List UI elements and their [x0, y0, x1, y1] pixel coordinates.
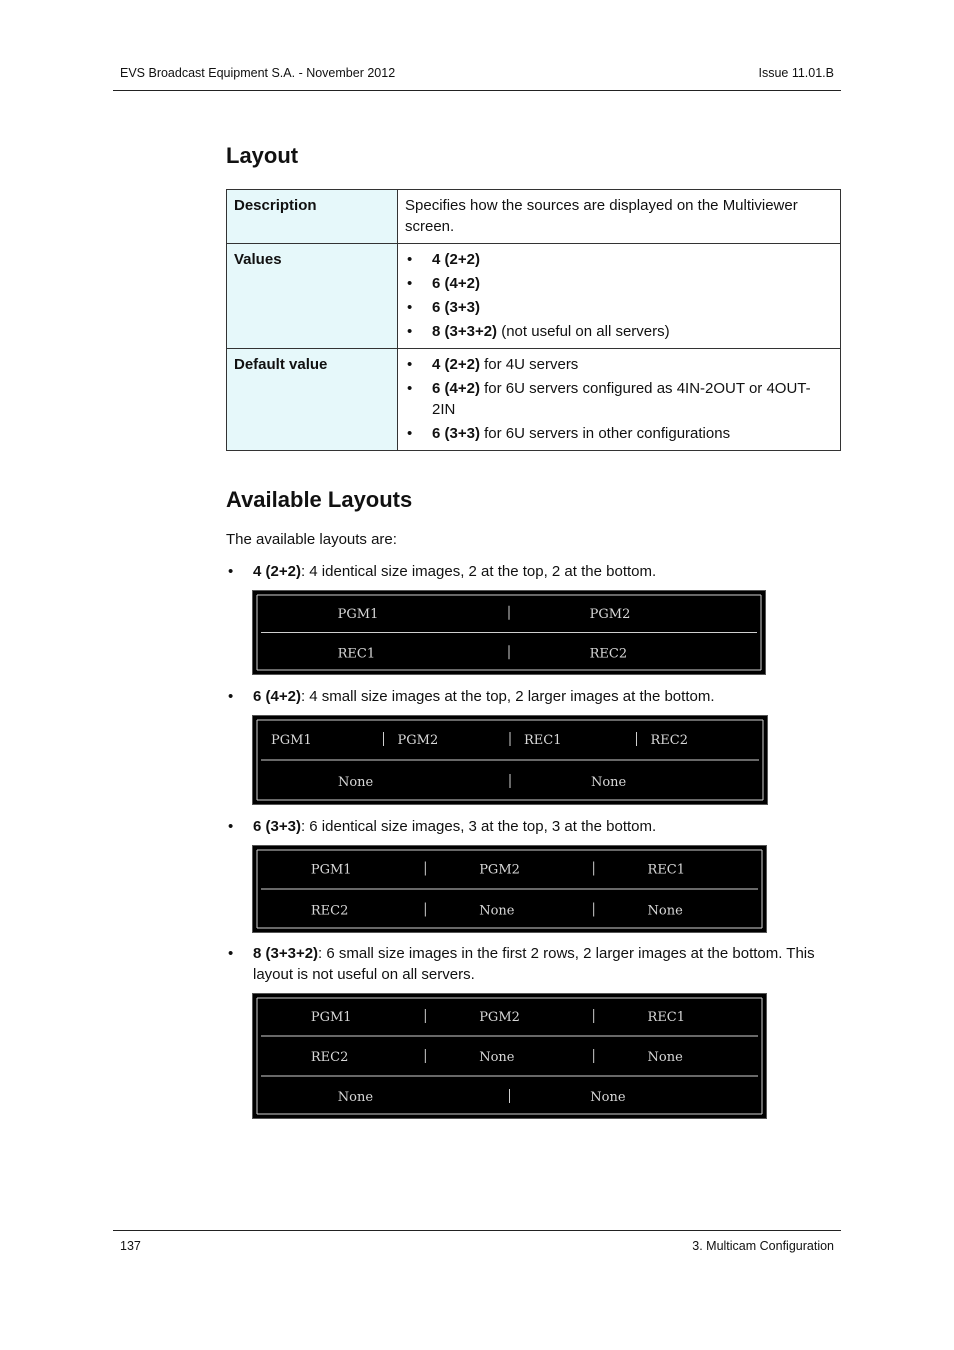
list-item: • 4 (2+2) — [405, 249, 833, 270]
intro-text: The available layouts are: — [226, 531, 397, 548]
table-row — [227, 349, 841, 451]
source-label: PGM1 — [310, 862, 352, 878]
header-right: Issue 11.01.B — [758, 66, 834, 80]
default-key: Default value — [227, 349, 398, 451]
table-row — [227, 190, 841, 244]
default-cell — [398, 349, 841, 451]
list-item: • 6 (3+3) — [405, 297, 833, 318]
source-label: None — [647, 903, 683, 919]
layout-preview — [252, 845, 767, 933]
source-label: PGM2 — [397, 733, 439, 748]
source-label: PGM2 — [479, 862, 520, 878]
values-key: Values — [227, 244, 398, 349]
source-label: None — [590, 1090, 626, 1105]
source-label: REC1 — [647, 1010, 686, 1025]
available-layouts-title: Available Layouts — [226, 487, 413, 512]
source-label: None — [337, 775, 374, 790]
description-key: Description — [227, 190, 398, 244]
list-item: • 6 (4+2) — [405, 273, 833, 294]
page-number: 137 — [120, 1239, 141, 1253]
layout-title: Layout — [226, 143, 299, 168]
source-label: None — [479, 903, 515, 919]
page-header — [113, 62, 841, 91]
source-label: PGM1 — [310, 1010, 352, 1025]
source-label: None — [337, 1090, 374, 1105]
list-item: • 4 (2+2) for 4U servers — [405, 354, 833, 375]
table-row — [227, 244, 841, 349]
layout-preview — [252, 590, 766, 675]
source-label: REC1 — [524, 733, 562, 748]
list-item: • 6 (3+3) for 6U servers in other configurations — [405, 423, 833, 444]
source-label: None — [479, 1050, 515, 1065]
description-value: Specifies how the sources are displayed on the Multiviewer screen. — [398, 190, 841, 244]
source-label: PGM2 — [479, 1010, 520, 1025]
layout-item-4-2-2: • 4 (2+2): 4 identical size images, 2 at the top, 2 at the bottom. — [228, 563, 657, 580]
source-label: None — [590, 775, 627, 790]
footer-section: 3. Multicam Configuration — [692, 1239, 834, 1253]
source-label: None — [647, 1050, 683, 1065]
layout-item-6-4-2: • 6 (4+2): 4 small size images at the top, 2 larger images at the bottom. — [228, 688, 715, 705]
source-label: REC1 — [337, 646, 376, 662]
source-label: REC2 — [650, 733, 688, 748]
source-label: PGM2 — [589, 606, 631, 622]
layout-item-8-3-3-2: • 8 (3+3+2): 6 small size images in the first 2 rows, 2 larger images at the bottom. This layout is not useful on all servers. — [228, 945, 815, 983]
page-footer — [113, 1230, 841, 1261]
list-item: • 6 (4+2) for 6U servers configured as 4IN-2OUT or 4OUT-2IN — [405, 378, 833, 420]
values-cell — [398, 244, 841, 349]
layout-preview — [252, 993, 767, 1119]
header-left: EVS Broadcast Equipment S.A. - November 2012 — [120, 66, 396, 80]
layout-preview — [252, 715, 768, 805]
parameter-table — [226, 189, 841, 451]
layout-item-6-3-3: • 6 (3+3): 6 identical size images, 3 at the top, 3 at the bottom. — [228, 818, 657, 835]
source-label: REC2 — [310, 903, 349, 919]
source-label: PGM1 — [271, 733, 312, 748]
source-label: REC2 — [310, 1050, 349, 1065]
source-label: REC2 — [589, 646, 628, 662]
source-label: REC1 — [647, 862, 686, 878]
list-item: • 8 (3+3+2) (not useful on all servers) — [405, 321, 833, 342]
source-label: PGM1 — [337, 606, 379, 622]
